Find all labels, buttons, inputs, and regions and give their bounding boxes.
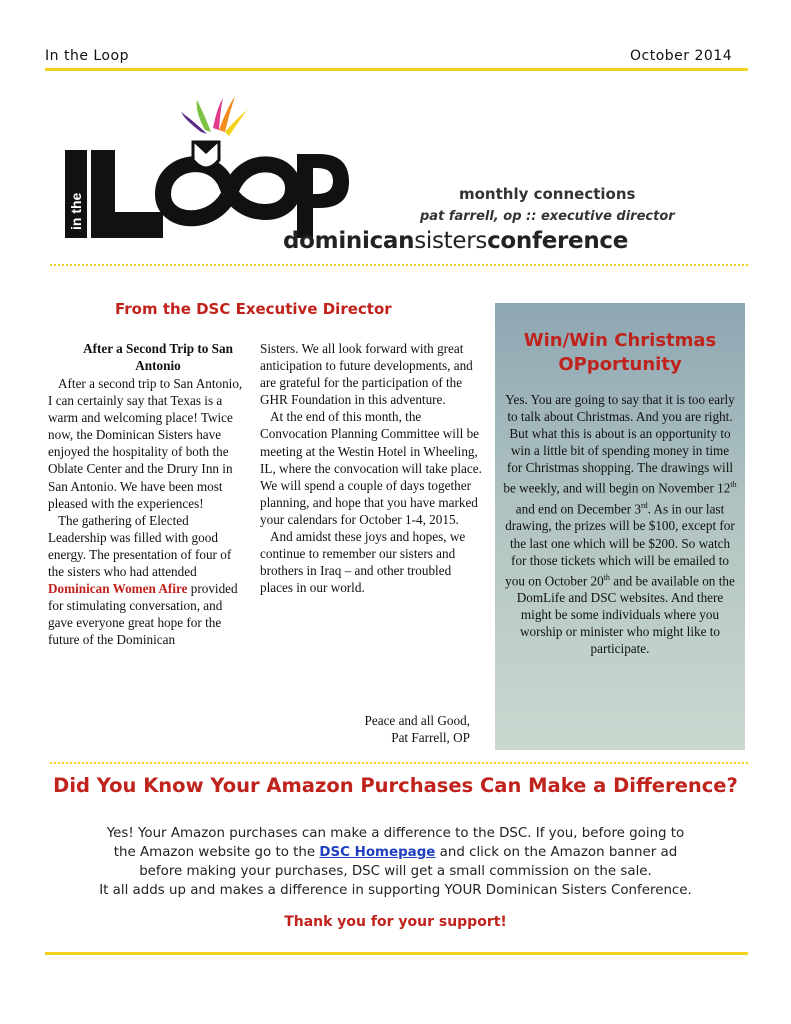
sidebar-paragraph: But what this is about is an opportunity to win a little bit of spending money in time for Christmas shopping. The drawings will be weekly, and will begin on November 12th and end on December 3rd. As in our last drawing, the prizes will be $100, except for the last one which will be $200. So watch for those tickets which will be emailed to you on October 20th and be available on the DomLife and DSC websites. And there might be some individuals where you worship or minister who might like to participate. <box>503 426 737 657</box>
article-paragraph: Sisters. We all look forward with great anticipation to future developments, and are grateful for the participation of the GHR Foundation in this adventure. <box>260 341 473 408</box>
header-rule <box>45 68 748 71</box>
sidebar-text <box>502 391 738 658</box>
feather-icon <box>181 96 247 136</box>
amazon-line: Yes! Your Amazon purchases can make a difference to the DSC. If you, before going to <box>106 826 685 841</box>
article-paragraph: And amidst these joys and hopes, we continue to remember our sisters and brothers in Iraq – and other troubled places in our world. <box>260 529 466 596</box>
sidebar-title: Win/Win Christmas OPportunity <box>523 330 717 375</box>
divider-dotted <box>50 264 748 266</box>
article-column-1 <box>48 375 246 649</box>
amazon-title: Did You Know Your Amazon Purchases Can Make a Difference? <box>53 774 738 797</box>
logo-director: pat farrell, op :: executive director <box>420 209 675 224</box>
thanks-text: Thank you for your support! <box>284 914 507 930</box>
article-paragraph: After a second trip to San Antonio, I can certainly say that Texas is a warm and welcoming place! Twice now, the Dominican Sisters have enjoyed the hospitality of both the Oblate Center and the Drury Inn in San Antonio. We have been most pleased with the experiences! <box>48 376 243 511</box>
article-paragraph: At the end of this month, the Convocation Planning Committee will be meeting at the Westin Hotel in Wheeling, IL, where the convocation will take place. We will spend a couple of days together planning, and hope that you have marked your calendars for October 1-4, 2015. <box>260 409 482 527</box>
signature <box>330 712 470 746</box>
dsc-homepage-link[interactable]: DSC Homepage <box>319 845 436 860</box>
amazon-line: the Amazon website go to the DSC Homepage and click on the Amazon banner ad <box>113 845 678 860</box>
header-right: October 2014 <box>630 48 733 64</box>
sidebar-paragraph: Yes. You are going to say that it is too early to talk about Christmas. And you are right. <box>505 392 735 425</box>
loop-logo <box>45 90 625 250</box>
svg-text:in the: in the <box>68 192 84 230</box>
amazon-text <box>40 824 751 900</box>
article-paragraph: The gathering of Elected Leadership was filled with good energy. The presentation of four of the sisters who had attended Dominican Women Afire provided for stimulating conversation, and gave everyone great hope for the future of the Dominican <box>48 512 238 648</box>
signature-name: Pat Farrell, OP <box>391 730 470 746</box>
header-left: In the Loop <box>45 48 129 64</box>
footer-rule <box>45 952 748 955</box>
divider-dotted <box>50 762 748 764</box>
logo-tagline: monthly connections <box>459 185 636 203</box>
section-title: From the DSC Executive Director <box>115 300 392 318</box>
article-column-2 <box>260 340 482 596</box>
dominican-women-afire-text: Dominican Women Afire <box>48 581 188 597</box>
logo-org-name: dominicansistersconference <box>283 228 629 254</box>
amazon-line: before making your purchases, DSC will get a small commission on the sale. <box>139 864 652 879</box>
article-title: After a Second Trip to San Antonio <box>83 341 233 374</box>
amazon-line: It all adds up and makes a difference in supporting YOUR Dominican Sisters Conference. <box>99 883 692 898</box>
signature-line: Peace and all Good, <box>364 713 470 728</box>
